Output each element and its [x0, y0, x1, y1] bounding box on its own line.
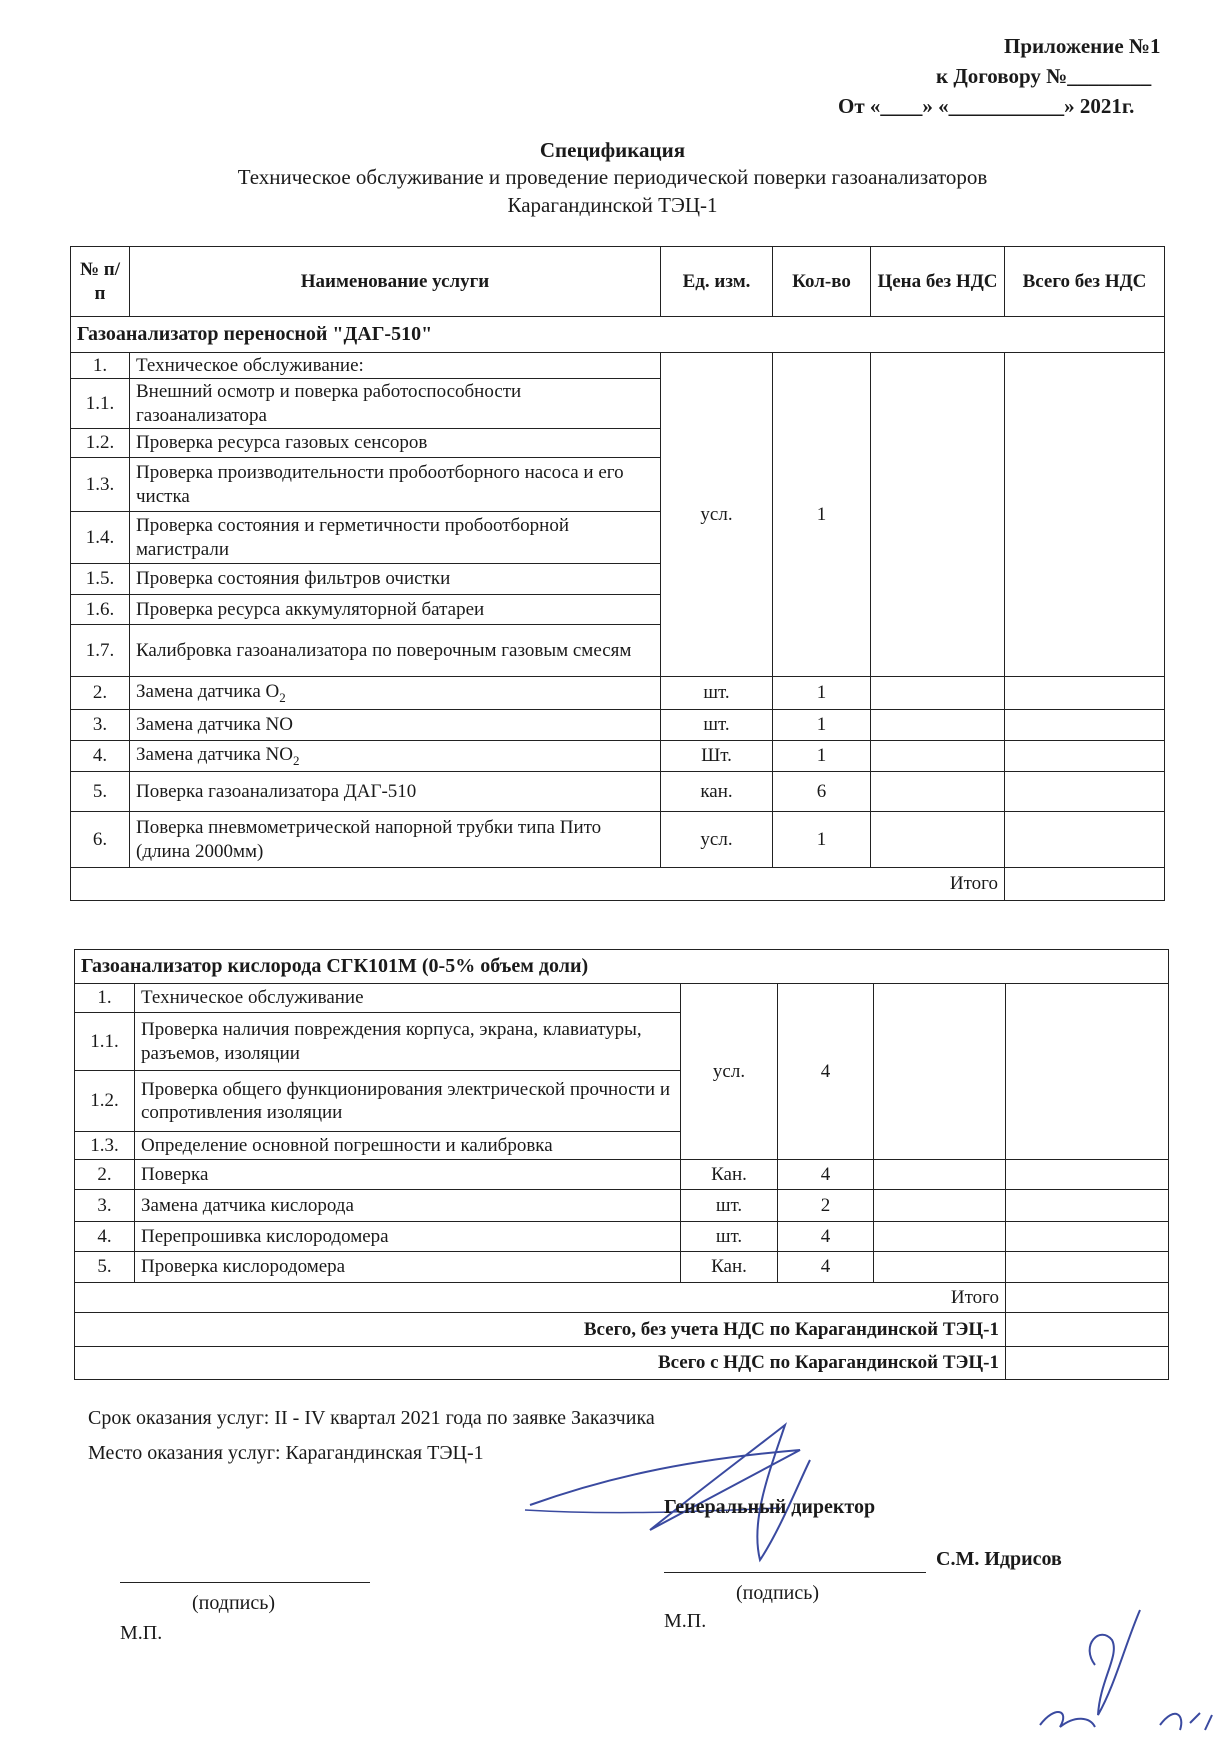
- subtotal-value: [1005, 868, 1165, 901]
- row-num: 1.4.: [71, 512, 130, 564]
- row-num: 1.1.: [75, 1013, 135, 1071]
- spec-table-1: [70, 246, 1165, 901]
- signature-line-right: [664, 1572, 926, 1573]
- row-num: 1.2.: [71, 429, 130, 458]
- section-title: Газоанализатор переносной "ДАГ-510": [71, 317, 1165, 353]
- row-price: [871, 677, 1005, 710]
- row-num: 1.3.: [71, 458, 130, 512]
- row-unit: усл.: [681, 984, 778, 1160]
- row-total: [1005, 812, 1165, 868]
- row-qty: 4: [778, 984, 874, 1160]
- row-unit: усл.: [661, 353, 773, 677]
- row-unit: кан.: [661, 772, 773, 812]
- row-name: Проверка состояния фильтров очистки: [130, 564, 661, 595]
- row-name: Поверка: [135, 1160, 681, 1190]
- subtotal-value: [1006, 1283, 1169, 1313]
- row-num: 1.1.: [71, 379, 130, 429]
- row-num: 4.: [75, 1222, 135, 1252]
- row-name: Проверка кислородомера: [135, 1252, 681, 1283]
- row-num: 1.7.: [71, 625, 130, 677]
- row-name: Проверка наличия повреждения корпуса, экрана, клавиатуры, разъемов, изоляции: [135, 1013, 681, 1071]
- row-name: Поверка газоанализатора ДАГ-510: [130, 772, 661, 812]
- row-name: Калибровка газоанализатора по поверочным газовым смесям: [130, 625, 661, 677]
- subtotal-row: [71, 868, 1165, 901]
- row-name: Внешний осмотр и поверка работоспособности газоанализатора: [130, 379, 661, 429]
- row-num: 5.: [71, 772, 130, 812]
- row-qty: 1: [773, 353, 871, 677]
- total-vat-value: [1006, 1347, 1169, 1380]
- row-unit: шт.: [661, 677, 773, 710]
- row-total: [1006, 984, 1169, 1160]
- row-qty: 1: [773, 710, 871, 741]
- row-qty: 4: [778, 1222, 874, 1252]
- row-unit: Кан.: [681, 1252, 778, 1283]
- row-unit: шт.: [661, 710, 773, 741]
- row-num: 2.: [75, 1160, 135, 1190]
- row-price: [874, 1190, 1006, 1222]
- row-name: Проверка производительности пробоотборного насоса и его чистка: [130, 458, 661, 512]
- table-row: [75, 1190, 1169, 1222]
- row-num: 5.: [75, 1252, 135, 1283]
- contract-label: к Договору №________: [936, 64, 1152, 88]
- signature-line-left: [120, 1582, 370, 1583]
- row-qty: 4: [778, 1160, 874, 1190]
- table-row: [71, 741, 1165, 772]
- row-total: [1006, 1160, 1169, 1190]
- row-name: Техническое обслуживание:: [130, 353, 661, 379]
- row-num: 1.5.: [71, 564, 130, 595]
- row-num: 3.: [75, 1190, 135, 1222]
- row-num: 1.: [75, 984, 135, 1013]
- row-name: Замена датчика кислорода: [135, 1190, 681, 1222]
- row-unit: Шт.: [661, 741, 773, 772]
- row-total: [1006, 1190, 1169, 1222]
- row-price: [871, 812, 1005, 868]
- section-title: Газоанализатор кислорода СГК101М (0-5% объем доли): [75, 950, 1169, 984]
- table-row: [71, 812, 1165, 868]
- row-name: Замена датчика $O_2$: [130, 677, 661, 710]
- row-qty: 6: [773, 772, 871, 812]
- service-term: Срок оказания услуг: II - IV квартал 2021 года по заявке Заказчика: [88, 1407, 655, 1429]
- subtotal-label: Итого: [75, 1283, 1006, 1313]
- row-num: 1.2.: [75, 1071, 135, 1132]
- row-name: Поверка пневмометрической напорной трубки типа Пито (длина 2000мм): [130, 812, 661, 868]
- row-num: 1.: [71, 353, 130, 379]
- table-row: [75, 1222, 1169, 1252]
- row-num: 2.: [71, 677, 130, 710]
- row-qty: 1: [773, 812, 871, 868]
- spec-subtitle-line2: Карагандинской ТЭЦ-1: [507, 193, 718, 217]
- table-row: [71, 710, 1165, 741]
- date-label: От «____» «___________» 2021г.: [838, 94, 1135, 118]
- signature-label-left: (подпись): [192, 1592, 276, 1614]
- row-total: [1005, 677, 1165, 710]
- row-total: [1005, 772, 1165, 812]
- stamp-place-left: М.П.: [120, 1622, 163, 1644]
- row-name: Замена датчика NO: [130, 710, 661, 741]
- row-total: [1005, 741, 1165, 772]
- row-name: Проверка состояния и герметичности пробоотборной магистрали: [130, 512, 661, 564]
- total-vat-row: [75, 1347, 1169, 1380]
- row-qty: 1: [773, 741, 871, 772]
- spec-subtitle-line1: Техническое обслуживание и проведение периодической поверки газоанализаторов: [237, 165, 988, 189]
- row-unit: шт.: [681, 1190, 778, 1222]
- table-row: [75, 984, 1169, 1013]
- subtotal-row: [75, 1283, 1169, 1313]
- row-num: 4.: [71, 741, 130, 772]
- row-qty: 2: [778, 1190, 874, 1222]
- row-total: [1005, 353, 1165, 677]
- director-title: Генеральный директор: [664, 1496, 876, 1518]
- row-name: Проверка ресурса газовых сенсоров: [130, 429, 661, 458]
- row-total: [1006, 1222, 1169, 1252]
- total-vat-label: Всего с НДС по Карагандинской ТЭЦ-1: [75, 1347, 1006, 1380]
- row-price: [874, 1252, 1006, 1283]
- row-num: 1.6.: [71, 595, 130, 625]
- row-name: Техническое обслуживание: [135, 984, 681, 1013]
- stamp-place-right: М.П.: [664, 1610, 707, 1632]
- signature-label-right: (подпись): [736, 1582, 820, 1604]
- row-total: [1006, 1252, 1169, 1283]
- row-num: 6.: [71, 812, 130, 868]
- row-name: Проверка ресурса аккумуляторной батареи: [130, 595, 661, 625]
- header-unit: Ед. изм.: [661, 247, 773, 317]
- total-no-vat-value: [1006, 1313, 1169, 1347]
- director-name: С.М. Идрисов: [936, 1548, 1062, 1570]
- row-name: Проверка общего функционирования электрической прочности и сопротивления изоляции: [135, 1071, 681, 1132]
- header-qty: Кол-во: [773, 247, 871, 317]
- header-name: Наименование услуги: [130, 247, 661, 317]
- section-row: [71, 317, 1165, 353]
- row-unit: шт.: [681, 1222, 778, 1252]
- table-row: [71, 677, 1165, 710]
- row-price: [871, 353, 1005, 677]
- table-row: [75, 1160, 1169, 1190]
- table-row: [71, 353, 1165, 379]
- spec-table-2: [74, 949, 1169, 1380]
- header-price: Цена без НДС: [871, 247, 1005, 317]
- row-unit: Кан.: [681, 1160, 778, 1190]
- row-name: Определение основной погрешности и калибровка: [135, 1132, 681, 1160]
- row-price: [871, 710, 1005, 741]
- header-total: Всего без НДС: [1005, 247, 1165, 317]
- row-total: [1005, 710, 1165, 741]
- header-num: № п/п: [71, 247, 130, 317]
- row-num: 3.: [71, 710, 130, 741]
- row-price: [874, 1160, 1006, 1190]
- row-price: [874, 1222, 1006, 1252]
- row-unit: усл.: [661, 812, 773, 868]
- service-place: Место оказания услуг: Карагандинская ТЭЦ-1: [88, 1442, 484, 1464]
- table-row: [75, 1252, 1169, 1283]
- row-price: [871, 741, 1005, 772]
- subtotal-label: Итого: [71, 868, 1005, 901]
- appendix-label: Приложение №1: [1004, 34, 1161, 58]
- total-no-vat-row: [75, 1313, 1169, 1347]
- total-no-vat-label: Всего, без учета НДС по Карагандинской ТЭЦ-1: [75, 1313, 1006, 1347]
- row-qty: 1: [773, 677, 871, 710]
- row-name: Замена датчика $NO_2$: [130, 741, 661, 772]
- table-header-row: [71, 247, 1165, 317]
- row-price: [874, 984, 1006, 1160]
- table-row: [71, 772, 1165, 812]
- row-price: [871, 772, 1005, 812]
- row-qty: 4: [778, 1252, 874, 1283]
- spec-heading: Спецификация: [539, 138, 686, 162]
- initials-scribble: [1000, 1605, 1220, 1735]
- row-name: Перепрошивка кислородомера: [135, 1222, 681, 1252]
- section-row: [75, 950, 1169, 984]
- row-num: 1.3.: [75, 1132, 135, 1160]
